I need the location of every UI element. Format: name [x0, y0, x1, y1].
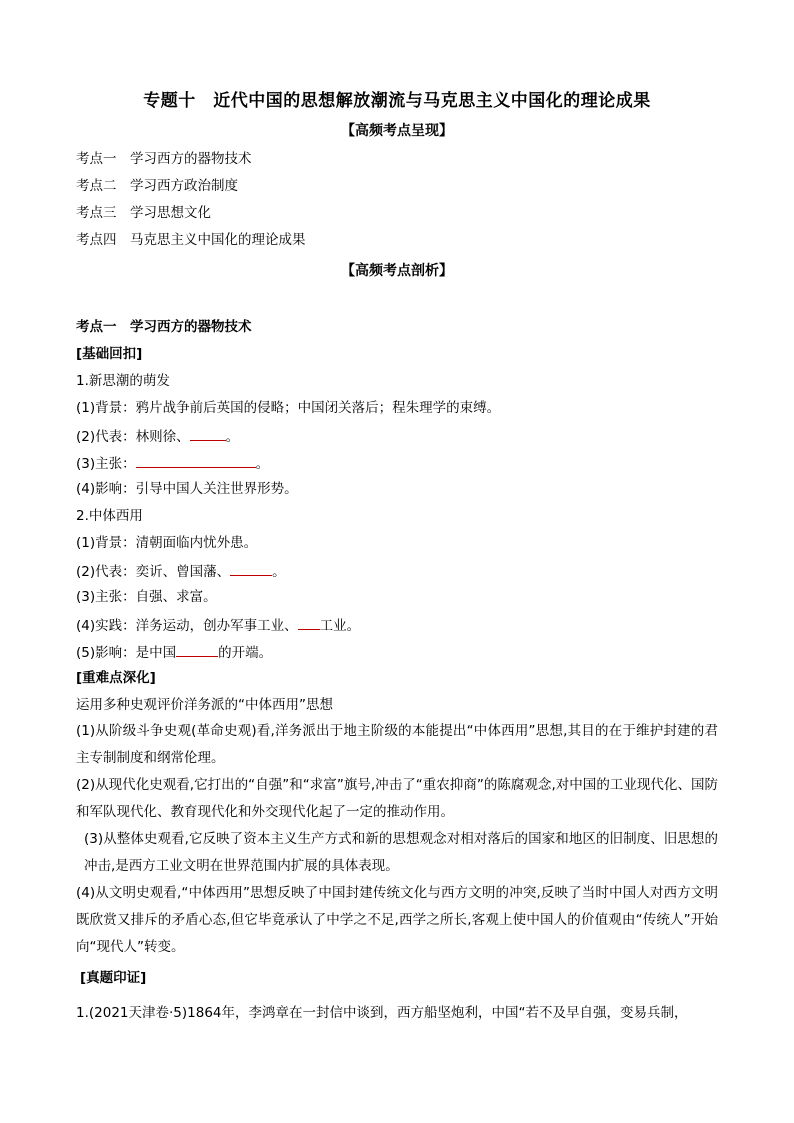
period: 。: [272, 564, 286, 580]
question-1: 1.(2021天津卷·5)1864年，李鸿章在一封信中谈到，西方船坚炮利，中国“若不及早自强，变易兵制，: [76, 1005, 688, 1021]
deepen-tag: [重难点深化]: [76, 670, 156, 686]
period: 。: [225, 429, 240, 445]
item2-claim: (3)主张：自强、求富。: [76, 589, 217, 605]
section-heading-present: 【高频考点呈现】: [341, 123, 453, 139]
fill-blank[interactable]: [136, 453, 256, 468]
fill-blank[interactable]: [190, 426, 226, 441]
item2-effect: [76, 642, 272, 662]
item2-effect-text-b: 的开端。: [218, 645, 273, 661]
point-item-2: 考点二 学习西方政治制度: [76, 178, 238, 194]
item1-title: 1.新思潮的萌发: [76, 373, 170, 389]
deepen-intro: 运用多种史观评价洋务派的“中体西用”思想: [76, 697, 333, 713]
deepen-paragraph-4: (4)从文明史观看,“中体西用”思想反映了中国封建传统文化与西方文明的冲突,反映了当时中国人对西方文明既欣赏又排斥的矛盾心态,但它毕竟承认了中学之不足,西学之所长,客观上使中国人的价值观由“传统人”开始向“现代人”转变。: [76, 885, 718, 955]
item1-claim-text: (3)主张：: [76, 456, 136, 472]
item1-effect: (4)影响：引导中国人关注世界形势。: [76, 481, 298, 497]
point1-heading: 考点一 学习西方的器物技术: [76, 319, 252, 335]
item2-practice-text-b: 工业。: [319, 618, 361, 634]
period: 。: [255, 456, 270, 472]
point-item-3: 考点三 学习思想文化: [76, 205, 211, 221]
item2-effect-text-a: (5)影响：是中国: [76, 645, 177, 661]
item2-representatives: [76, 561, 286, 581]
deepen-paragraph-2: (2)从现代化史观看,它打出的“自强”和“求富”旗号,冲击了“重农抑商”的陈腐观念,对中国的工业现代化、国防和军队现代化、教育现代化和外交现代化起了一定的推动作用。: [76, 777, 718, 820]
page-title: 专题十 近代中国的思想解放潮流与马克思主义中国化的理论成果: [143, 91, 651, 111]
item1-rep-text: (2)代表：林则徐、: [76, 429, 190, 445]
fill-blank[interactable]: [230, 561, 272, 576]
exam-tag: [真题印证]: [80, 970, 147, 986]
item2-practice-text-a: (4)实践：洋务运动，创办军事工业、: [76, 618, 298, 634]
deepen-paragraph-1: (1)从阶级斗争史观(革命史观)看,洋务派出于地主阶级的本能提出“中体西用”思想,其目的在于维护封建的君主专制制度和纲常伦理。: [76, 723, 718, 766]
fill-blank[interactable]: [298, 615, 320, 630]
item2-rep-text: (2)代表：奕䜣、曾国藩、: [76, 564, 231, 580]
fill-blank[interactable]: [176, 642, 218, 657]
item1-claim: [76, 453, 269, 473]
review-tag: [基础回扣]: [76, 346, 143, 362]
item1-representatives: [76, 426, 239, 446]
item1-background: (1)背景：鸦片战争前后英国的侵略；中国闭关落后；程朱理学的束缚。: [76, 400, 501, 416]
point-item-1: 考点一 学习西方的器物技术: [76, 151, 252, 167]
section-heading-analysis: 【高频考点剖析】: [341, 263, 453, 279]
item2-practice: [76, 615, 360, 635]
point-item-4: 考点四 马克思主义中国化的理论成果: [76, 232, 306, 248]
item2-title: 2.中体西用: [76, 508, 143, 524]
deepen-paragraph-3: (3)从整体史观看,它反映了资本主义生产方式和新的思想观念对相对落后的国家和地区的旧制度、旧思想的冲击,是西方工业文明在世界范围内扩展的具体表现。: [84, 831, 718, 874]
item2-background: (1)背景：清朝面临内忧外患。: [76, 535, 258, 551]
